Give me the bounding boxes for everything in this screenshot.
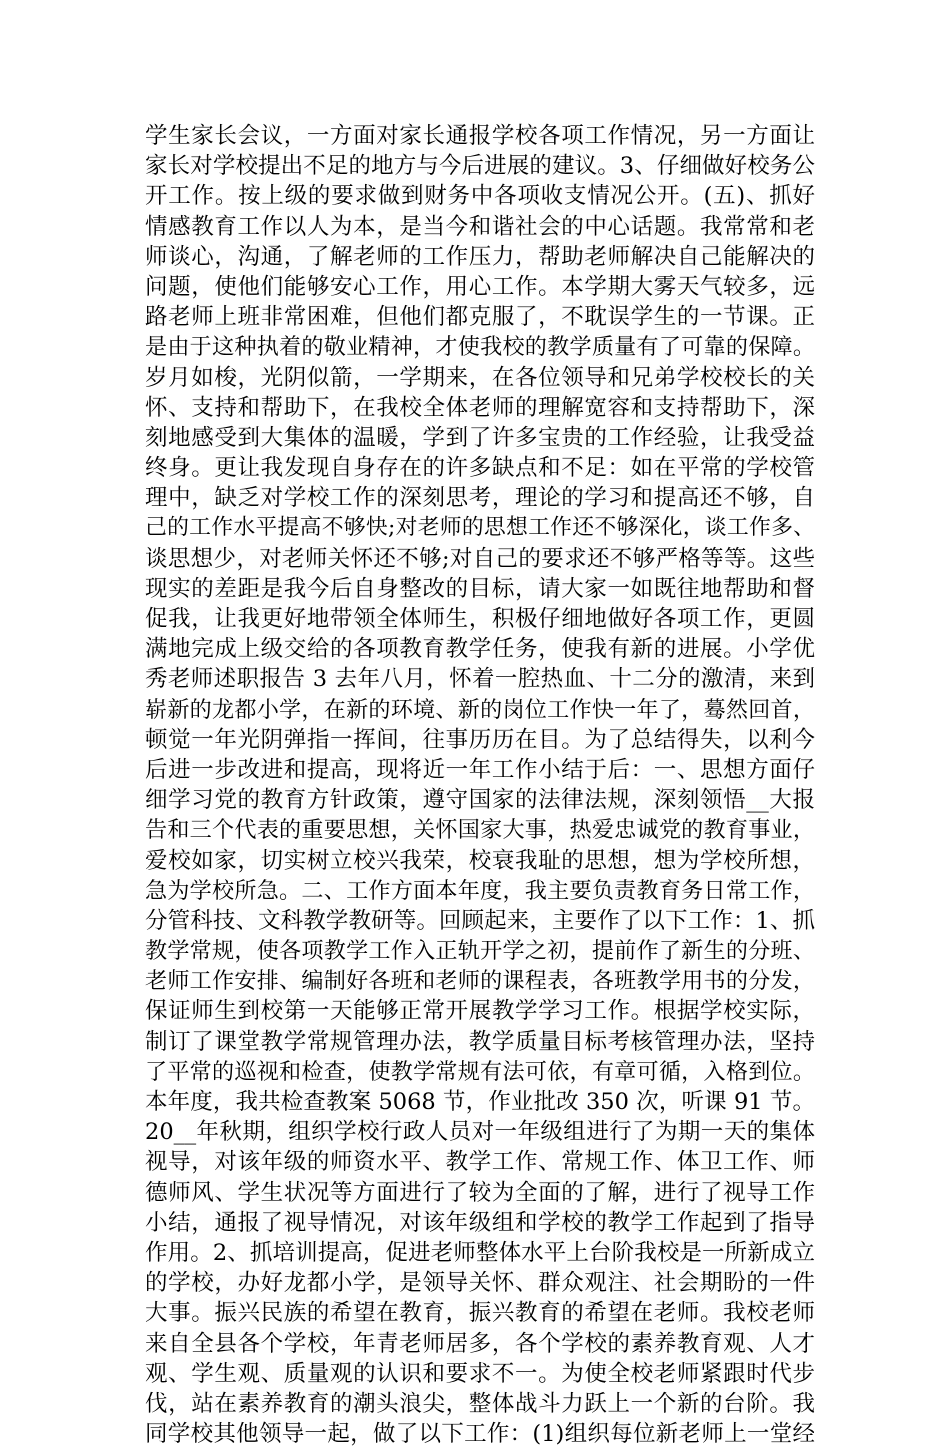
text-line: 促我，让我更好地带领全体师生，积极仔细地做好各项工作，更圆 bbox=[145, 606, 815, 632]
text-line: 现实的差距是我今后自身整改的目标，请大家一如既往地帮助和督 bbox=[145, 575, 815, 602]
text-line: 后进一步改进和提高，现将近一年工作小结于后：一、思想方面仔 bbox=[145, 756, 815, 783]
text-line: 同学校其他领导一起，做了以下工作：(1)组织每位新老师上一堂经 bbox=[145, 1421, 815, 1448]
text-line: 伐，站在素养教育的潮头浪尖，整体战斗力跃上一个新的台阶。我 bbox=[145, 1390, 815, 1417]
text-line: 秀老师述职报告 3 去年八月，怀着一腔热血、十二分的激清，来到 bbox=[145, 666, 815, 693]
text-line: 了平常的巡视和检查，使教学常规有法可依，有章可循，入格到位。 bbox=[145, 1058, 815, 1085]
text-line: 崭新的龙都小学，在新的环境、新的岗位工作快一年了，蓦然回首， bbox=[145, 696, 815, 723]
text-line: 理中，缺乏对学校工作的深刻思考，理论的学习和提高还不够，自 bbox=[145, 485, 815, 512]
text-line: 分管科技、文科教学教研等。回顾起来，主要作了以下工作：1、抓 bbox=[145, 907, 815, 934]
text-line: 的学校，办好龙都小学，是领导关怀、群众观注、社会期盼的一件 bbox=[145, 1270, 815, 1297]
text-line: 师谈心，沟通，了解老师的工作压力，帮助老师解决自己能解决的 bbox=[145, 243, 815, 270]
text-line: 爱校如家，切实树立校兴我荣，校衰我耻的思想，想为学校所想， bbox=[145, 847, 815, 874]
text-line: 顿觉一年光阴弹指一挥间，往事历历在目。为了总结得失，以利今 bbox=[145, 726, 815, 753]
text-line: 德师风、学生状况等方面进行了较为全面的了解，进行了视导工作 bbox=[145, 1179, 815, 1206]
text-line: 学生家长会议，一方面对家长通报学校各项工作情况，另一方面让 bbox=[145, 123, 815, 149]
text-line: 情感教育工作以人为本，是当今和谐社会的中心话题。我常常和老 bbox=[145, 213, 815, 240]
text-line: 开工作。按上级的要求做到财务中各项收支情况公开。(五)、抓好 bbox=[145, 183, 815, 210]
text-line: 观、学生观、质量观的认识和要求不一。为使全校老师紧跟时代步 bbox=[145, 1360, 815, 1387]
text-line: 细学习党的教育方针政策，遵守国家的法律法规，深刻领悟__大报 bbox=[145, 787, 815, 814]
text-line: 是由于这种执着的敬业精神，才使我校的教学质量有了可靠的保障。 bbox=[145, 334, 815, 361]
text-line: 路老师上班非常困难，但他们都克服了，不耽误学生的一节课。正 bbox=[145, 304, 815, 331]
text-line: 谈思想少，对老师关怀还不够;对自己的要求还不够严格等等。这些 bbox=[145, 545, 815, 572]
text-line: 满地完成上级交给的各项教育教学任务，使我有新的进展。小学优 bbox=[145, 636, 815, 663]
text-line: 作用。2、抓培训提高，促进老师整体水平上台阶我校是一所新成立 bbox=[145, 1239, 815, 1266]
text-line: 急为学校所急。二、工作方面本年度，我主要负责教育务日常工作， bbox=[145, 877, 815, 904]
text-line: 终身。更让我发现自身存在的许多缺点和不足：如在平常的学校管 bbox=[145, 455, 815, 482]
text-line: 制订了课堂教学常规管理办法，教学质量目标考核管理办法，坚持 bbox=[145, 1028, 815, 1055]
text-line: 己的工作水平提高不够快;对老师的思想工作还不够深化，谈工作多、 bbox=[145, 515, 815, 541]
text-line: 怀、支持和帮助下，在我校全体老师的理解宽容和支持帮助下，深 bbox=[145, 394, 815, 421]
text-line: 教学常规，使各项教学工作入正轨开学之初，提前作了新生的分班、 bbox=[145, 938, 815, 965]
body-text bbox=[145, 121, 815, 1449]
text-line: 视导，对该年级的师资水平、教学工作、常规工作、体卫工作、师 bbox=[145, 1149, 815, 1176]
text-line: 岁月如梭，光阴似箭，一学期来，在各位领导和兄弟学校校长的关 bbox=[145, 364, 815, 391]
text-line: 来自全县各个学校，年青老师居多，各个学校的素养教育观、人才 bbox=[145, 1330, 815, 1357]
text-line: 老师工作安排、编制好各班和老师的课程表，各班教学用书的分发， bbox=[145, 968, 815, 995]
text-line: 20__年秋期，组织学校行政人员对一年级组进行了为期一天的集体 bbox=[145, 1119, 815, 1146]
text-line: 小结，通报了视导情况，对该年级组和学校的教学工作起到了指导 bbox=[145, 1209, 815, 1236]
text-line: 家长对学校提出不足的地方与今后进展的建议。3、仔细做好校务公 bbox=[145, 153, 815, 180]
text-line: 告和三个代表的重要思想，关怀国家大事，热爱忠诚党的教育事业， bbox=[145, 817, 815, 844]
text-line: 大事。振兴民族的希望在教育，振兴教育的希望在老师。我校老师 bbox=[145, 1300, 815, 1327]
text-line: 刻地感受到大集体的温暖，学到了许多宝贵的工作经验，让我受益 bbox=[145, 424, 815, 451]
text-line: 本年度，我共检查教案 5068 节，作业批改 350 次，听课 91 节。 bbox=[145, 1089, 815, 1115]
text-line: 问题，使他们能够安心工作，用心工作。本学期大雾天气较多，远 bbox=[145, 273, 815, 300]
text-line: 保证师生到校第一天能够正常开展教学学习工作。根据学校实际， bbox=[145, 998, 815, 1025]
